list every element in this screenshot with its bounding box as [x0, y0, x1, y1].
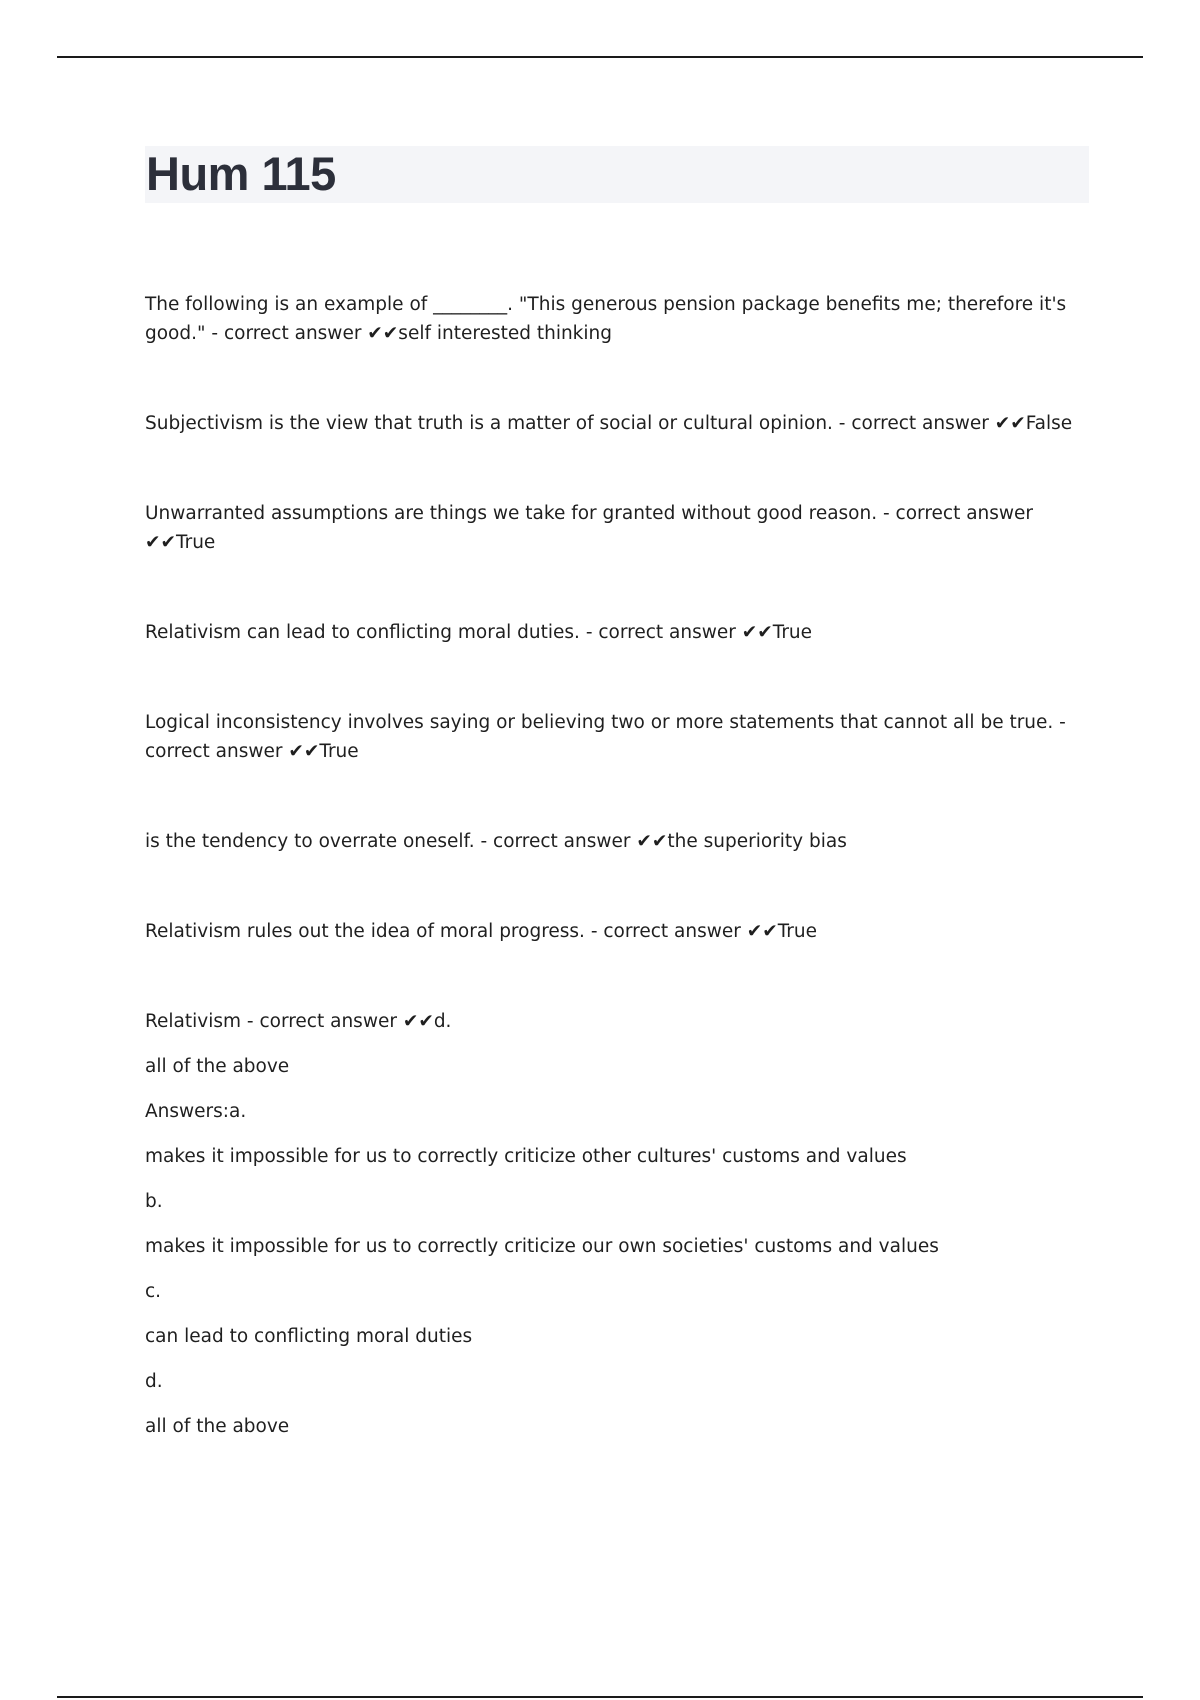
choice-line: d. [145, 1371, 163, 1392]
multiple-choice-block [145, 1007, 1095, 1441]
qa-item: Relativism rules out the idea of moral progress. - correct answer ✔✔True [145, 921, 818, 942]
choice-question: Relativism - correct answer ✔✔d. [145, 1011, 452, 1032]
qa-item: Subjectivism is the view that truth is a matter of social or cultural opinion. - correct answer ✔✔False [145, 413, 1073, 434]
choice-line: makes it impossible for us to correctly criticize other cultures' customs and values [145, 1146, 907, 1167]
qa-item: Relativism can lead to conflicting moral duties. - correct answer ✔✔True [145, 622, 813, 643]
qa-item: is the tendency to overrate oneself. - correct answer ✔✔the superiority bias [145, 831, 847, 852]
choice-line: Answers:a. [145, 1101, 247, 1122]
choice-line: b. [145, 1191, 163, 1212]
qa-item: The following is an example of ________. "This generous pension package benefits me; therefore it's good." - correct answer ✔✔self interested thinking [145, 294, 1067, 344]
qa-item: Logical inconsistency involves saying or believing two or more statements that cannot all be true. - correct answer ✔✔True [145, 712, 1066, 762]
document-title: Hum 115 [146, 147, 336, 200]
qa-item: Unwarranted assumptions are things we take for granted without good reason. - correct answer ✔✔True [145, 503, 1034, 553]
footer-rule [57, 1696, 1143, 1698]
choice-line: can lead to conflicting moral duties [145, 1326, 473, 1347]
choice-line: makes it impossible for us to correctly criticize our own societies' customs and values [145, 1236, 939, 1257]
choice-line: all of the above [145, 1056, 290, 1077]
choice-line: all of the above [145, 1416, 290, 1437]
header-rule [57, 56, 1143, 58]
choice-line: c. [145, 1281, 162, 1302]
document-body [145, 290, 1095, 1441]
